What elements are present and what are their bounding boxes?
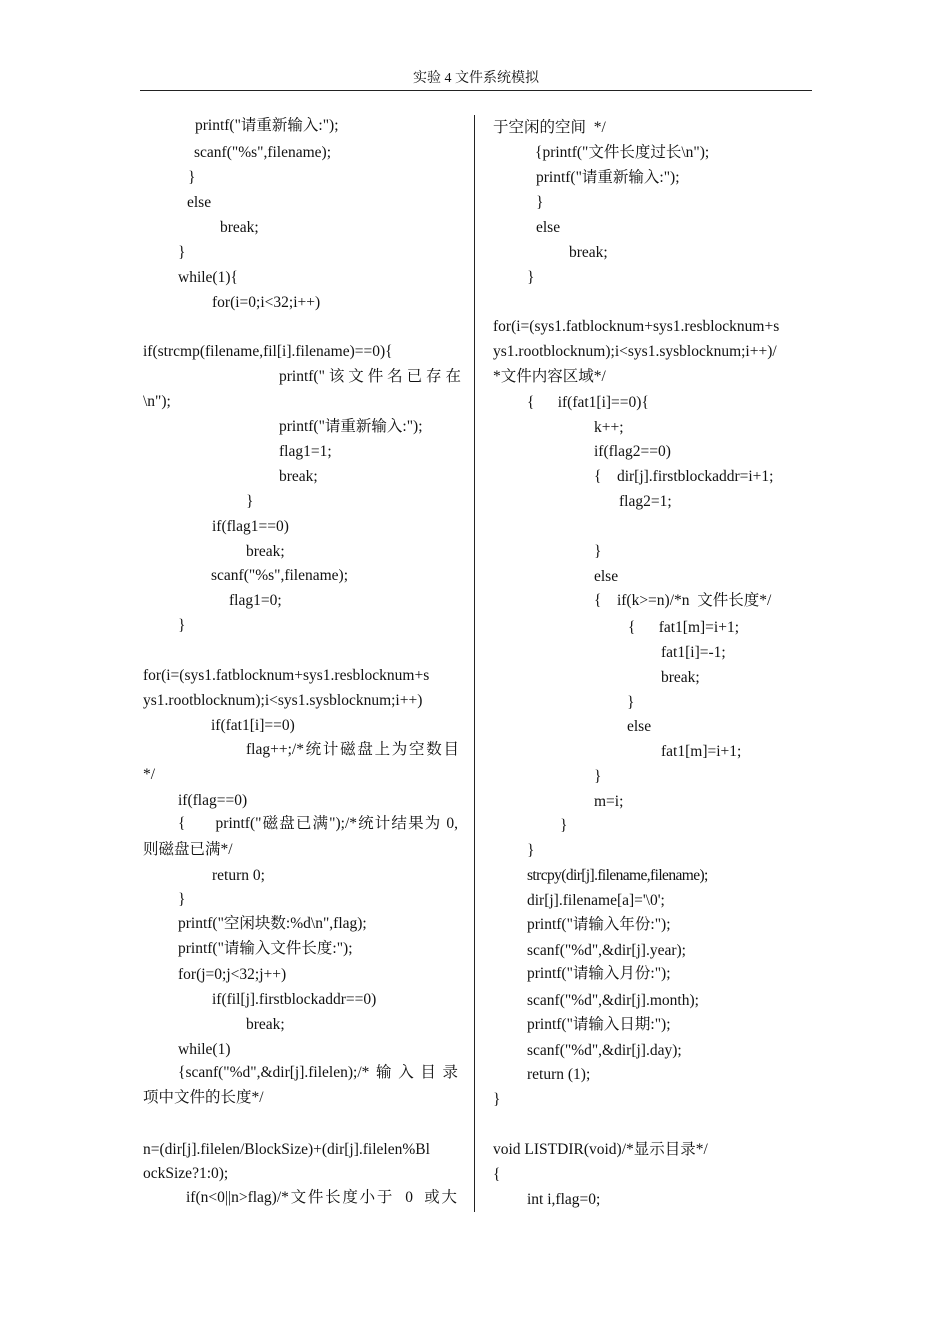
code-line: break;	[661, 669, 700, 686]
code-line: break;	[246, 543, 285, 560]
code-line: \n");	[143, 393, 171, 410]
code-line: if(fil[j].firstblockaddr==0)	[212, 991, 377, 1008]
code-line: m=i;	[594, 793, 624, 810]
code-line: 项中文件的长度*/	[143, 1089, 264, 1106]
code-line: int i,flag=0;	[527, 1191, 601, 1208]
code-line: scanf("%d",&dir[j].month);	[527, 992, 699, 1009]
header-title: 实验 4 文件系统模拟	[413, 71, 539, 86]
code-line: { fat1[m]=i+1;	[628, 619, 740, 636]
code-line: printf("请重新输入:");	[536, 169, 680, 186]
code-line: if(flag==0)	[178, 792, 248, 809]
code-line: printf("请重新输入:");	[279, 418, 423, 435]
code-line: n=(dir[j].filelen/BlockSize)+(dir[j].filelen%Bl	[143, 1141, 430, 1158]
code-line: if(fat1[i]==0)	[211, 717, 295, 734]
code-line: if(strcmp(filename,fil[i].filename)==0){	[143, 343, 393, 360]
code-line: }	[493, 1091, 501, 1108]
code-line: }	[178, 617, 186, 634]
code-line: break;	[279, 468, 318, 485]
code-line: flag++;/*统计磁盘上为空数目	[246, 741, 459, 758]
code-line: }	[536, 194, 544, 211]
code-line: break;	[220, 219, 259, 236]
code-line: else	[627, 718, 652, 735]
code-line: break;	[246, 1016, 285, 1033]
code-line: {scanf("%d",&dir[j].filelen);/*输入目录	[178, 1064, 458, 1081]
code-line: if(n<0||n>flag)/*文件长度小于 0 或大	[186, 1189, 457, 1206]
code-line: void LISTDIR(void)/*显示目录*/	[493, 1141, 708, 1158]
code-line: scanf("%d",&dir[j].year);	[527, 942, 686, 959]
code-line: printf("空闲块数:%d\n",flag);	[178, 915, 367, 932]
code-line: for(i=0;i<32;i++)	[212, 294, 321, 311]
code-line: { printf("磁盘已满");/*统计结果为 0,	[178, 815, 458, 832]
code-line: else	[594, 568, 619, 585]
code-line: printf("该文件名已存在	[279, 368, 461, 385]
code-line: }	[594, 543, 602, 560]
code-line: 则磁盘已满*/	[143, 841, 233, 858]
code-line: printf("请输入年份:");	[527, 916, 671, 933]
code-line: ys1.rootblocknum);i<sys1.sysblocknum;i++)/	[493, 343, 777, 360]
code-line: }	[246, 493, 254, 510]
code-line: ys1.rootblocknum);i<sys1.sysblocknum;i++)	[143, 692, 423, 709]
code-line: }	[178, 891, 186, 908]
code-line: *文件内容区域*/	[493, 368, 606, 385]
code-line: while(1){	[178, 269, 238, 286]
code-line: }	[594, 768, 602, 785]
code-line: if(flag1==0)	[212, 518, 289, 535]
code-line: return 0;	[212, 867, 265, 884]
code-line: printf("请重新输入:");	[195, 117, 339, 134]
code-line: break;	[569, 244, 608, 261]
code-line: fat1[i]=-1;	[661, 644, 726, 661]
code-line: return (1);	[527, 1066, 591, 1083]
column-divider	[474, 115, 475, 1212]
code-line: printf("请输入日期:");	[527, 1016, 671, 1033]
code-line: {	[493, 1166, 501, 1183]
code-line: scanf("%d",&dir[j].day);	[527, 1042, 682, 1059]
code-line: printf("请输入文件长度:");	[178, 940, 353, 957]
code-line: { dir[j].firstblockaddr=i+1;	[594, 468, 774, 485]
code-line: { if(k>=n)/*n 文件长度*/	[594, 592, 772, 609]
code-line: scanf("%s",filename);	[194, 144, 332, 161]
code-line: }	[527, 842, 535, 859]
code-line: */	[143, 766, 156, 783]
code-line: strcpy(dir[j].filename,filename);	[527, 867, 708, 884]
code-line: dir[j].filename[a]='\0';	[527, 892, 665, 909]
code-line: for(i=(sys1.fatblocknum+sys1.resblocknum+s	[493, 318, 780, 335]
code-line: scanf("%s",filename);	[211, 567, 349, 584]
code-line: ockSize?1:0);	[143, 1165, 229, 1182]
code-line: }	[527, 269, 535, 286]
code-line: while(1)	[178, 1041, 231, 1058]
code-line: flag2=1;	[619, 493, 672, 510]
code-line: }	[627, 694, 635, 711]
code-line: else	[187, 194, 212, 211]
code-line: if(flag2==0)	[594, 443, 671, 460]
code-line: 于空闲的空间 */	[493, 119, 606, 136]
code-line: flag1=0;	[229, 592, 282, 609]
code-line: }	[188, 169, 196, 186]
code-line: k++;	[594, 419, 624, 436]
code-line: fat1[m]=i+1;	[661, 743, 742, 760]
code-line: }	[560, 817, 568, 834]
code-line: { if(fat1[i]==0){	[527, 394, 649, 411]
code-line: printf("请输入月份:");	[527, 965, 671, 982]
code-line: for(j=0;j<32;j++)	[178, 966, 287, 983]
code-line: }	[178, 244, 186, 261]
code-line: for(i=(sys1.fatblocknum+sys1.resblocknum+s	[143, 667, 430, 684]
page-header	[140, 68, 812, 91]
code-line: flag1=1;	[279, 443, 332, 460]
code-line: else	[536, 219, 561, 236]
code-line: {printf("文件长度过长\n");	[535, 144, 710, 161]
